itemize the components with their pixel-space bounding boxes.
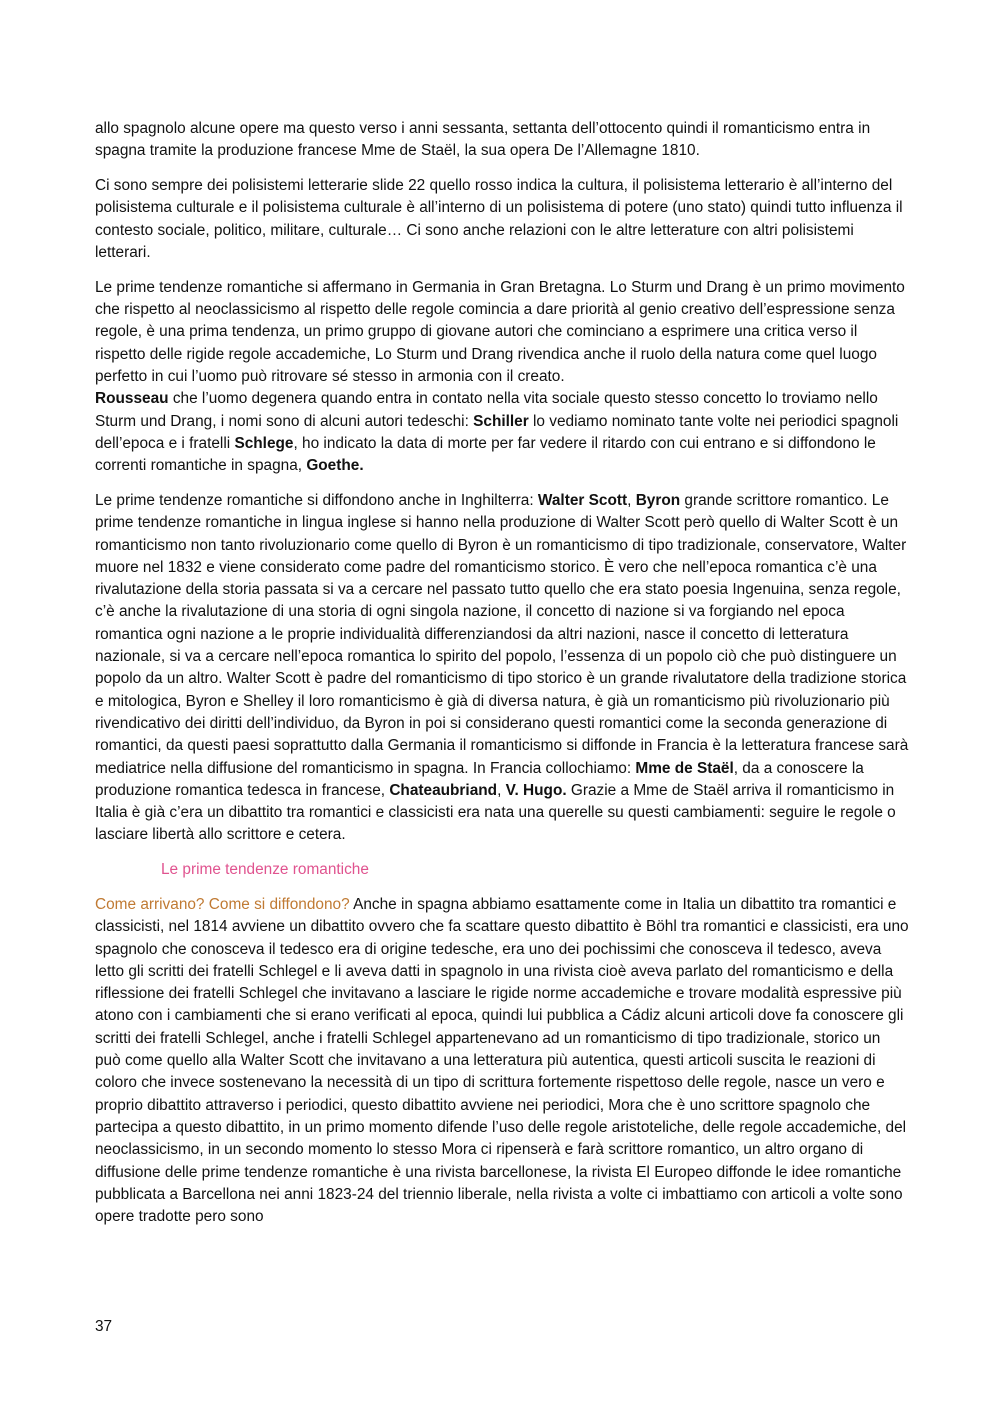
text-span: grande scrittore romantico. Le prime tendenze romantiche in lingua inglese si hanno nella produzione di Walter Scott però quello di Walter Scott è un romanticismo non tanto rivoluzionario come quello di Byron è un romanticismo di tipo tradizionale, conservatore, Walter muore nel 1832 e viene considerato come padre del romanticismo storico. È vero che nell’epoca romantica c’è una rivalutazione della storia passata si va a cercare nel passato tutto quello che era stato poesia Ingenuina, senza regole, c’è anche la rivalutazione di una storia di ogni singola nazione, il concetto di nazione si va forgiando nel epoca romantica ogni nazione a le proprie individualità differenziandosi da altri nazioni, nasce il concetto di letteratura nazionale, si va a cercare nell’epoca romantica lo spirito del popolo, l’essenza di un popolo ciò che può distinguere un popolo da un altro. Walter Scott è padre del romanticismo di tipo storico è un grande rivalutatore della tradizione storica e mitologica, Byron e Shelley il loro romanticismo è già di diversa natura, è già un romanticismo più rivoluzionario più rivendicativo dei diritti dell’individuo, da Byron in poi si considerano questi romantici come la seconda generazione di romantici, da questi paesi soprattutto dalla Germania il romanticismo si diffonde in Francia è la letteratura francese sarà mediatrice nella diffusione del romanticismo in spagna. In Francia collochiamo: <box>95 491 909 777</box>
bold-name-walter-scott: Walter Scott <box>537 491 628 509</box>
bold-name-schiller: Schiller <box>473 412 529 430</box>
text-span: Le prime tendenze romantiche si affermano in Germania in Gran Bretagna. Lo Sturm und Drang è un primo movimento che rispetto al neoclassicismo al rispetto delle regole comincia a dare priorità al genio creativo dell’espressione senza regole, è una prima tendenza, un primo gruppo di giovane autori che cominciano a esprimere una critica verso il rispetto delle rigide regole accademiche, Lo Sturm und Drang rivendica anche il ruolo della natura come quel luogo perfetto in cui l’uomo può ritrovare sé stesso in armonia con il creato. <box>95 278 905 385</box>
bold-name-v-hugo: V. Hugo. <box>505 781 567 799</box>
bold-name-goethe: Goethe. <box>306 457 364 475</box>
paragraph-inghilterra <box>95 490 910 847</box>
bold-name-rousseau: Rousseau <box>95 390 169 408</box>
paragraph-polisistemi: Ci sono sempre dei polisistemi letterarie slide 22 quello rosso indica la cultura, il polisistema letterario è all’interno del polisistema culturale e il polisistema culturale è all’interno di un polisistema di potere (uno stato) quindi tutto influenza il contesto sociale, politico, militare, culturale… Ci sono anche relazioni con le altre letterature con altri polisistemi letterari. <box>95 177 903 261</box>
text-span: Le prime tendenze romantiche si diffondono anche in Inghilterra: <box>95 491 538 509</box>
text-span: , ho indicato la data di morte per far vedere il ritardo con cui entrano e si diffondono le correnti romantiche in spagna, <box>95 434 876 475</box>
paragraph-intro: allo spagnolo alcune opere ma questo verso i anni sessanta, settanta dell’ottocento quindi il romanticismo entra in spagna tramite la produzione francese Mme de Staël, la sua opera De l’Allemagne 1810. <box>95 120 871 160</box>
bold-name-byron: Byron <box>635 491 681 509</box>
text-span: , da a conoscere la produzione romantica tedesca in francese, <box>95 759 864 799</box>
bold-name-schlege: Schlege <box>234 434 294 452</box>
paragraph-germania <box>95 277 910 478</box>
question-highlight: Come arrivano? Come si diffondono? <box>95 896 350 913</box>
section-heading: Le prime tendenze romantiche <box>161 861 369 879</box>
paragraph-spagna <box>95 894 910 1228</box>
text-span: che l’uomo degenera quando entra in contato nella vita sociale questo stesso concetto lo troviamo nello Sturm und Drang, i nomi sono di alcuni autori tedeschi: <box>95 390 878 430</box>
page-number: 37 <box>95 1318 113 1335</box>
text-span: Grazie a Mme de Staël arriva il romanticismo in Italia è già c’era un dibattito tra romantici e classicisti era nata una querelle su questi cambiamenti: seguire le regole o lasciare libertà allo scrittore e cetera. <box>95 781 896 844</box>
document-body <box>95 118 910 1241</box>
bold-name-chateaubriand: Chateaubriand <box>389 781 498 799</box>
text-span: , <box>497 781 506 799</box>
text-span: , <box>627 491 636 509</box>
bold-name-mme-de-stael: Mme de Staël <box>635 759 734 777</box>
text-span: lo vediamo nominato tante volte nei periodici spagnoli dell’epoca e i fratelli <box>95 412 899 452</box>
text-span: Anche in spagna abbiamo esattamente come in Italia un dibattito tra romantici e classicisti, nel 1814 avviene un dibattito ovvero che fa scattare questo dibattito è Böhl tra romantici e classicisti, era uno spagnolo che conosceva il tedesco era di origine tedesche, era uno dei pochissimi che conosceva il tedesco, aveva letto gli scritti dei fratelli Schlegel e li aveva datti in spagnolo in una rivista cioè aveva parlato del romanticismo e della riflessione dei fratelli Schlegel che invitavano a lasciare le rigide norme accademiche e trovare modalità espressive più atono con i cambiamenti che si erano verificati al epoca, quindi lui pubblica a Cádiz alcuni articoli dove fa conoscere gli scritti dei fratelli Schlegel, anche i fratelli Schlegel appartenevano ad un romanticismo di tipo tradizionale, storico un può come quello alla Walter Scott che invitavano a una letteratura più autentica, questi articoli suscita le reazioni di coloro che invece sostenevano la necessità di un tipo di scrittura fortemente rispettoso delle regole, nasce un vero e proprio dibattito attraverso i periodici, questo dibattito avviene nei periodici, Mora che è uno scrittore spagnolo che partecipa a questo dibattito, in un primo momento difende l’uso delle regole aristoteliche, delle regole accademiche, del neoclassicismo, in un secondo momento lo stesso Mora ci ripenserà e farà scrittore romantico, un altro organo di diffusione delle prime tendenze romantiche è una rivista barcellonese, la rivista El Europeo diffonde le idee romantiche pubblicata a Barcellona nei anni 1823-24 del triennio liberale, nella rivista a volte ci imbattiamo con articoli a volte sono opere tradotte pero sono <box>95 896 909 1226</box>
